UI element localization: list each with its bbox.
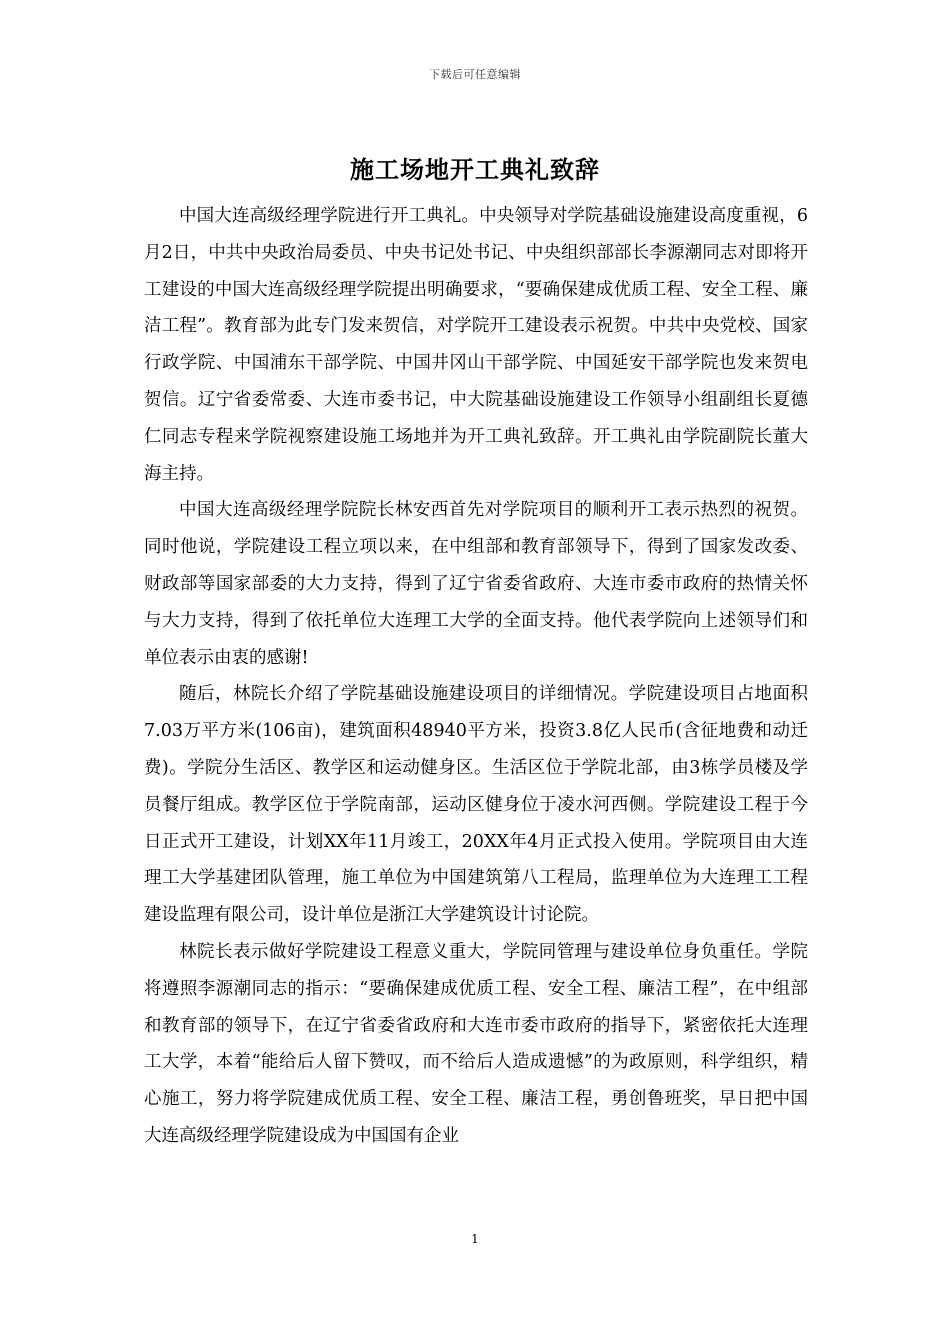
paragraph-4: 林院长表示做好学院建设工程意义重大，学院同管理与建设单位身负重任。学院将遵照李源潮同志的指示：“要确保建成优质工程、安全工程、廉洁工程”，在中组部和教育部的领导下，在辽宁省委省政府和大连市委市政府的指导下，紧密依托大连理工大学，本着“能给后人留下赞叹，而不给后人造成遗憾”的为政原则，科学组织，精心施工，努力将学院建成优质工程、安全工程、廉洁工程，勇创鲁班奖，早日把中国大连高级经理学院建设成为中国国有企业 <box>144 941 808 1146</box>
page-number: 1 <box>471 1232 479 1246</box>
paragraph-1: 中国大连高级经理学院进行开工典礼。中央领导对学院基础设施建设高度重视，6月2日，中共中央政治局委员、中央书记处书记、中央组织部部长李源潮同志对即将开工建设的中国大连高级经理学院提出明确要求，“要确保建成优质工程、安全工程、廉洁工程”。教育部为此专门发来贺信，对学院开工建设表示祝贺。中共中央党校、国家行政学院、中国浦东干部学院、中国井冈山干部学院、中国延安干部学院也发来贺电贺信。辽宁省委常委、大连市委书记，中大院基础设施建设工作领导小组副组长夏德仁同志专程来学院视察建设施工场地并为开工典礼致辞。开工典礼由学院副院长董大海主持。 <box>144 206 808 484</box>
paragraph-2: 中国大连高级经理学院院长林安西首先对学院项目的顺利开工表示热烈的祝贺。同时他说，学院建设工程立项以来，在中组部和教育部领导下，得到了国家发改委、财政部等国家部委的大力支持，得到了辽宁省委省政府、大连市委市政府的热情关怀与大力支持，得到了依托单位大连理工大学的全面支持。他代表学院向上述领导们和单位表示由衷的感谢! <box>144 500 808 668</box>
document-body <box>144 198 808 1155</box>
paragraph-3: 随后，林院长介绍了学院基础设施建设项目的详细情况。学院建设项目占地面积7.03万平方米(106亩)，建筑面积48940平方米，投资3.8亿人民币(含征地费和动迁费)。学院分生活区、教学区和运动健身区。生活区位于学院北部，由3栋学员楼及学员餐厅组成。教学区位于学院南部，运动区健身位于凌水河西侧。学院建设工程于今日正式开工建设，计划XX年11月竣工，20XX年4月正式投入使用。学院项目由大连理工大学基建团队管理，施工单位为中国建筑第八工程局，监理单位为大连理工工程建设监理有限公司，设计单位是浙江大学建筑设计讨论院。 <box>144 684 808 926</box>
header-note: 下载后可任意编辑 <box>429 68 521 81</box>
document-title: 施工场地开工典礼致辞 <box>350 155 600 184</box>
